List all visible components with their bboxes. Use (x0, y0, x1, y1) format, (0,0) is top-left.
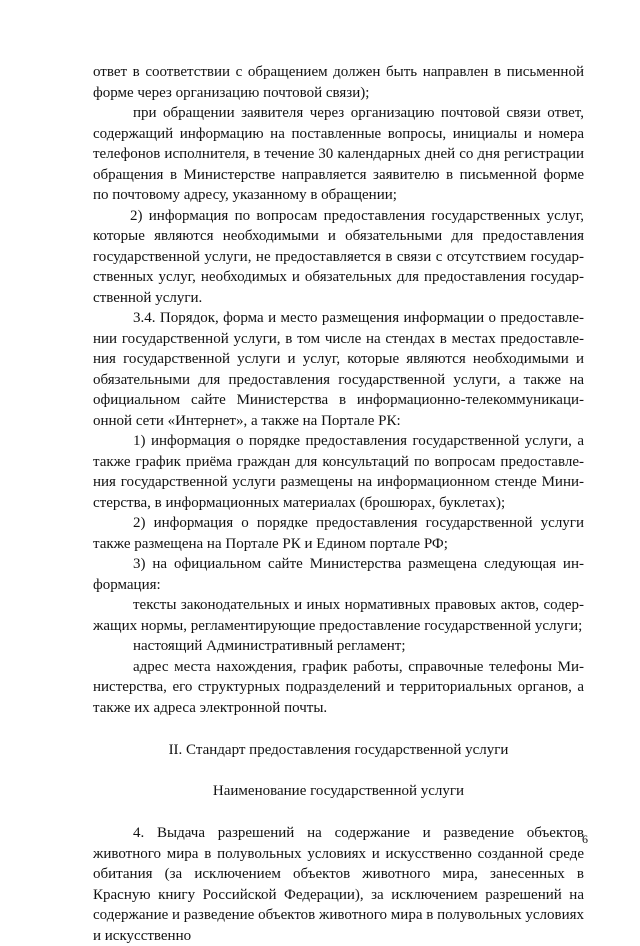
subsection-heading: Наименование государственной услуги (212, 782, 465, 799)
paragraph-3-4-item-2: 2) информация о порядке предоставления государственной услуги также размещена на Портале РК и Едином портале РФ; (93, 515, 584, 552)
document-body (93, 62, 584, 946)
paragraph-continuation: ответ в соответствии с обращением должен быть направлен в письменной форме через организацию почтовой связи); (93, 64, 584, 101)
page-number: 6 (582, 832, 588, 846)
section-heading: II. Стандарт предоставления государственной услуги (168, 742, 509, 758)
paragraph-3-4: 3.4. Порядок, форма и место размещения информации о предоставлении государственной услуги, в том числе на стендах в местах предоставления государственной услуги и услуг, которые являются необходимыми и обязательными для предоставления государственной услуги, а также на официальном сайте Министерства в информационно-телекоммуникационной сети «Интернет», а также на Портале РК: (93, 310, 584, 429)
paragraph-legislation-texts: тексты законодательных и иных нормативных правовых актов, содержащих нормы, регламентирующие предоставление государственной услуги; (93, 597, 584, 634)
paragraph-contacts: адрес места нахождения, график работы, справочные телефоны Министерства, его структурных подразделений и территориальных органов, а также их адреса электронной почты. (93, 658, 584, 716)
paragraph-item-2: 2) информация по вопросам предоставления государственных услуг, которые являются необходимыми и обязательными для предоставления государственной услуги, не предоставляется в связи с отсутствием государственных услуг, необходимых и обязательных для предоставления государственной услуги. (93, 207, 584, 306)
paragraph-3-4-item-1: 1) информация о порядке предоставления государственной услуги, а также график приёма граждан для консультаций по вопросам предоставления государственной услуги размещены на информационном стенде Министерства, в информационных материалах (брошюрах, буклетах); (93, 433, 584, 511)
paragraph-4: 4. Выдача разрешений на содержание и разведение объектов животного мира в полувольных условиях и искусственно созданной среде обитания (за исключением объектов животного мира, занесенных в Красную книгу Российской Федерации), за исключением разрешений на содержание и разведение объектов животного мира в полувольных условиях и искусственно (93, 825, 584, 944)
paragraph-postal-response: при обращении заявителя через организацию почтовой связи ответ, содержащий информацию на поставленные вопросы, инициалы и номера телефонов исполнителя, в течение 30 календарных дней со дня регистрации обращения в Министерстве направляется заявителю в письменной форме по почтовому адресу, указанному в обращении; (93, 105, 584, 203)
paragraph-3-4-item-3: 3) на официальном сайте Министерства размещена следующая информация: (93, 556, 584, 593)
paragraph-regulation: настоящий Административный регламент; (133, 638, 406, 654)
